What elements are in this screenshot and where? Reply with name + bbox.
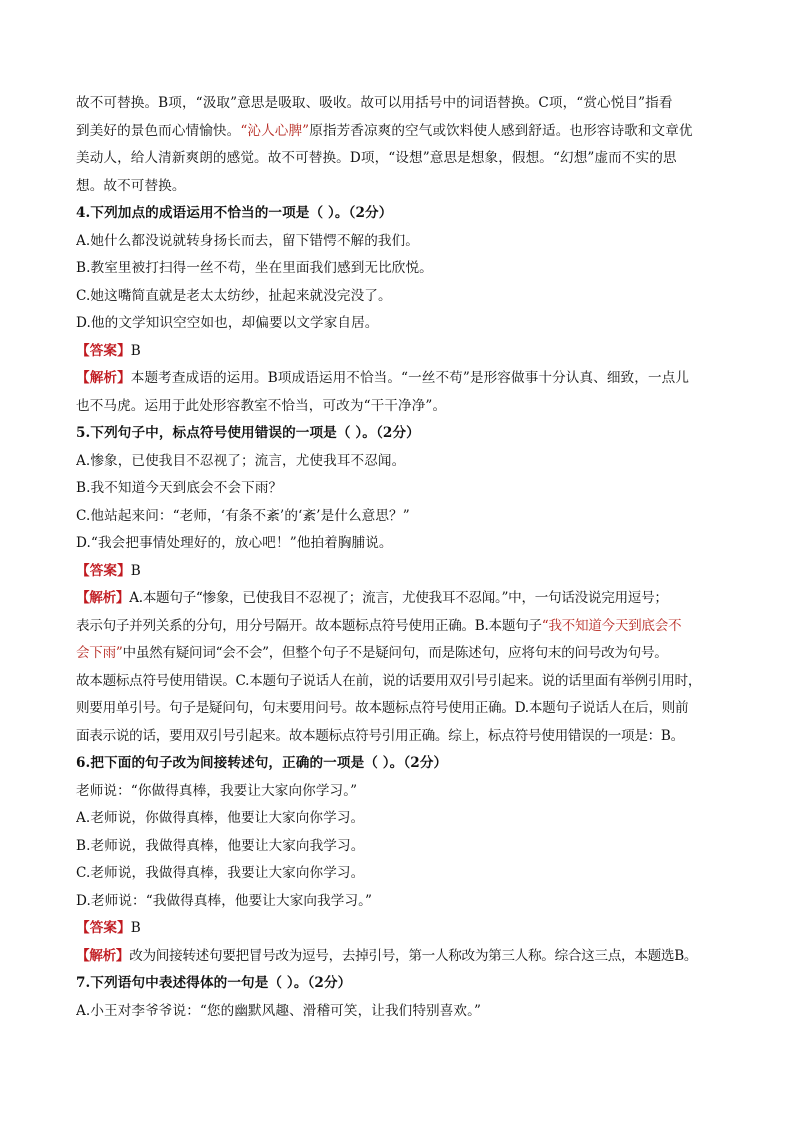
question-5-option-d: D.“我会把事情处理好的，放心吧！”他拍着胸脯说。 [76, 535, 393, 551]
text-segment: 表示句子并列关系的分句，用分号隔开。故本题标点符号使用正确。B.本题句子 [76, 617, 542, 634]
question-6-quote: 老师说：“你做得真棒，我要让大家向你学习。” [76, 782, 358, 799]
analysis-tag: 【解析】 [76, 370, 131, 386]
question-5-option-a: A.惨象，已使我目不忍视了；流言，尤使我耳不忍闻。 [76, 452, 406, 469]
question-4-answer [76, 338, 726, 366]
document-body [76, 90, 726, 1025]
answer-tag: 【答案】 [76, 920, 131, 936]
question-6-answer [76, 915, 726, 943]
analysis-tag: 【解析】 [76, 590, 130, 606]
question-4-option-b: B.教室里被打扫得一丝不苟，坐在里面我们感到无比欣悦。 [76, 260, 433, 276]
question-6-option-a: A.老师说，你做得真棒，他要让大家向你学习。 [76, 810, 365, 826]
question-6-stem: 6.把下面的句子改为间接转述句，正确的一项是（ ）。（2分） [76, 755, 448, 771]
question-6-option-c: C.老师说，我做得真棒，我要让大家向你学习。 [76, 865, 365, 881]
text-segment: 原指芳香凉爽的空气或饮料使人感到舒适。也形容诗歌和文章优 [309, 122, 693, 139]
text-segment: 到美好的景色而心情愉快。 [76, 122, 241, 139]
question-7-option-a: A.小王对李爷爷说：“您的幽默风趣、滑稽可笑，让我们特别喜欢。” [76, 1002, 482, 1019]
text-line [76, 640, 726, 668]
analysis-tag: 【解析】 [76, 947, 130, 964]
question-5-option-b: B.我不知道今天到底会不会下雨？ [76, 480, 283, 496]
answer-value: B [130, 920, 141, 936]
answer-tag: 【答案】 [76, 562, 131, 579]
text-line: 也不马虎。运用于此处形容教室不恰当，可改为“干干净净”。 [76, 397, 447, 414]
text-line: 故本题标点符号使用错误。C.本题句子说话人在前，说的话要用双引号引起来。说的话里面有举例引用时， [76, 672, 702, 689]
question-5-answer [76, 558, 726, 586]
question-4-stem: 4.下列加点的成语运用不恰当的一项是（ ）。（2分） [76, 205, 393, 221]
question-4-option-d: D.他的文学知识空空如也，却偏要以文学家自居。 [76, 315, 379, 331]
question-5-stem: 5.下列句子中，标点符号使用错误的一项是（ ）。（2分） [76, 425, 420, 441]
analysis-text: A.本题句子“惨象，已使我目不忍视了；流言，尤使我耳不忍闻。”中，一句话没说完用逗号； [129, 590, 668, 606]
highlighted-quote: 会下雨” [76, 645, 123, 661]
question-5-option-c: C.他站起来问：“老师，‘有条不紊’的‘紊’是什么意思？” [76, 507, 410, 524]
question-7-stem: 7.下列语句中表述得体的一句是（ ）。（2分） [76, 975, 352, 991]
text-segment: 中虽然有疑问词“会不会”，但整个句子不是疑问句，而是陈述句，应将句末的问号改为句号。 [122, 645, 668, 661]
highlighted-term: “沁人心脾” [240, 122, 310, 139]
answer-value: B [130, 562, 141, 579]
text-line: 想。故不可替换。 [76, 177, 186, 194]
answer-tag: 【答案】 [76, 342, 131, 359]
text-line: 故不可替换。B项，“汲取”意思是吸取、吸收。故可以用括号中的词语替换。C项，“赏心悦目”指看 [76, 95, 673, 111]
question-4-analysis [76, 365, 726, 393]
analysis-text: 本题考查成语的运用。B项成语运用不恰当。“一丝不苟”是形容做事十分认真、细致，一点儿 [130, 370, 690, 386]
analysis-text: 改为间接转述句要把冒号改为逗号，去掉引号，第一人称改为第三人称。综合这三点，本题选B。 [129, 947, 698, 964]
question-6-analysis [76, 943, 726, 971]
text-line [76, 613, 726, 641]
question-4-option-c: C.她这嘴简直就是老太太纺纱，扯起来就没完没了。 [76, 287, 392, 304]
text-line: 面表示说的话，要用双引号引起来。故本题标点符号引用正确。综上，标点符号使用错误的一项是：B。 [76, 727, 684, 744]
question-6-option-d: D.老师说：“我做得真棒，他要让大家向我学习。” [76, 892, 373, 909]
question-5-analysis [76, 585, 726, 613]
highlighted-quote: “我不知道今天到底会不 [541, 617, 682, 634]
text-line [76, 118, 726, 146]
question-6-option-b: B.老师说，我做得真棒，他要让大家向我学习。 [76, 837, 365, 854]
question-4-option-a: A.她什么都没说就转身扬长而去，留下错愕不解的我们。 [76, 232, 419, 249]
text-line: 美动人，给人清新爽朗的感觉。故不可替换。D项，“设想”意思是想象，假想。“幻想”虚而不实的思 [76, 150, 677, 166]
text-line: 则要用单引号。句子是疑问句，句末要用问号。故本题标点符号使用正确。D.本题句子说话人在后，则前 [76, 700, 689, 716]
answer-value: B [130, 342, 141, 359]
